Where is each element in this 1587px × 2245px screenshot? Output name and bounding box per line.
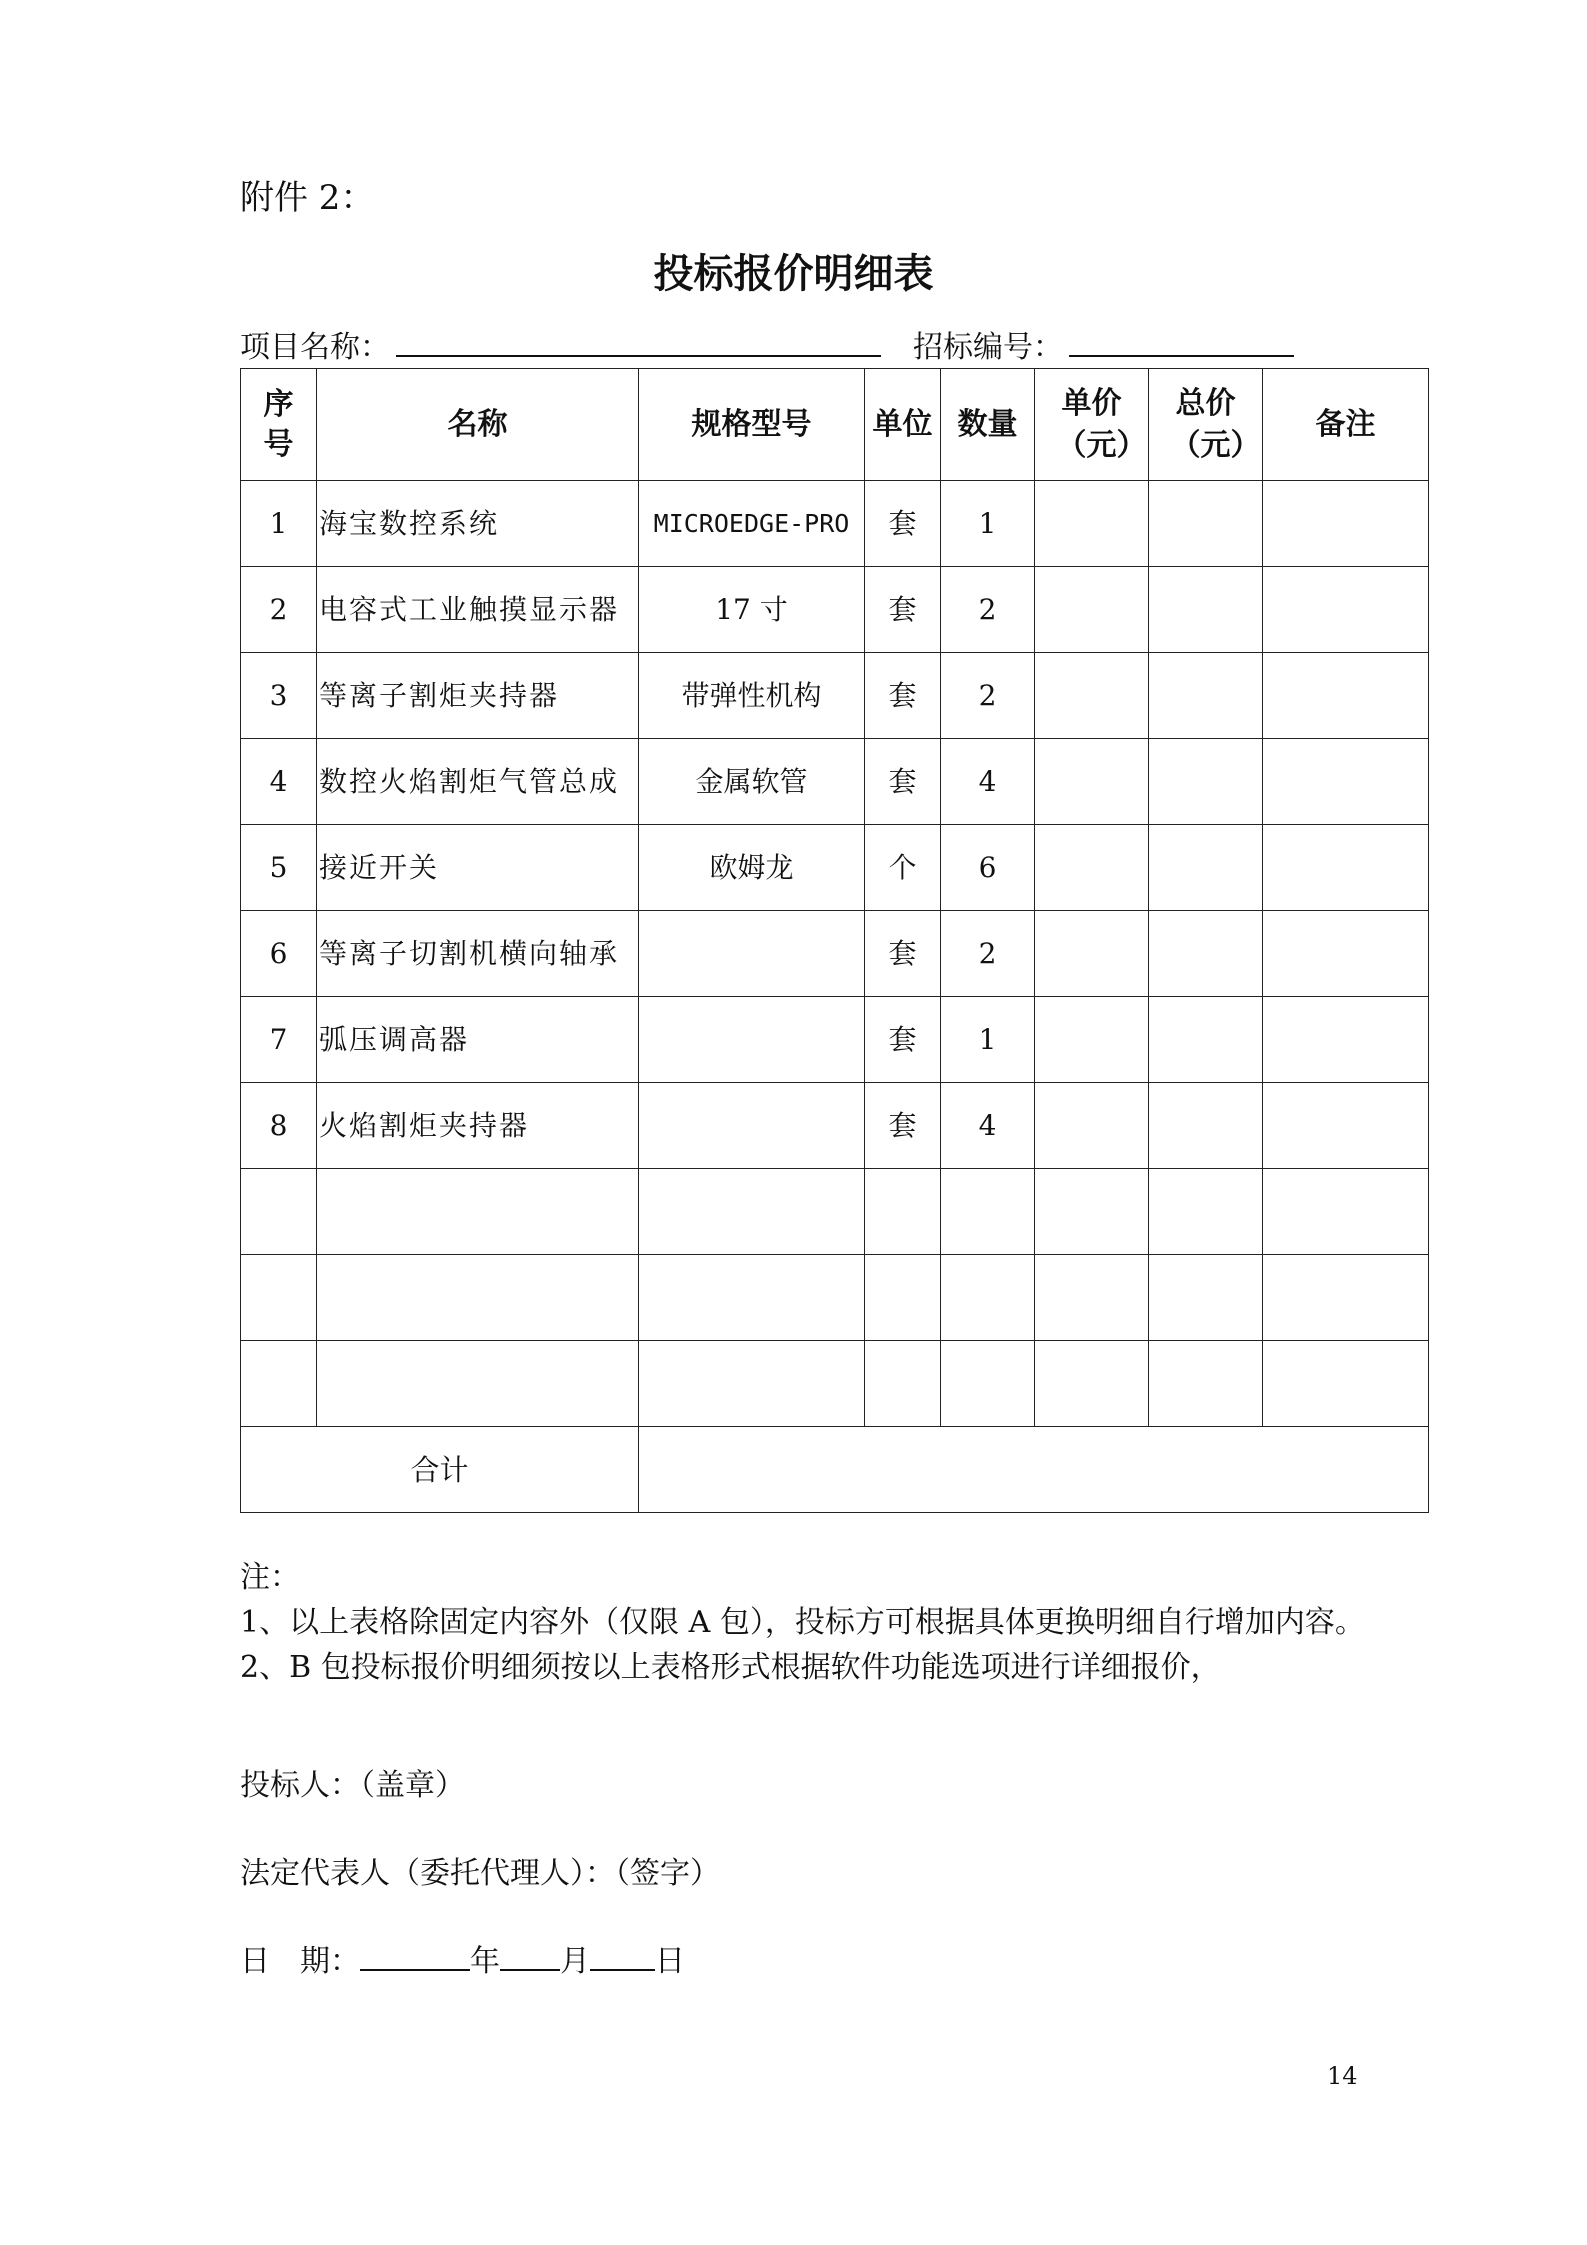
cell-total-price[interactable]	[1149, 739, 1263, 825]
cell-qty: 6	[941, 825, 1035, 911]
col-header-qty: 数量	[941, 369, 1035, 481]
col-header-seq: 序号	[241, 369, 317, 481]
cell-name[interactable]	[317, 1341, 639, 1427]
quote-table	[240, 368, 1429, 1513]
cell-name: 等离子割炬夹持器	[317, 653, 639, 739]
cell-total-price[interactable]	[1149, 1083, 1263, 1169]
day-label: 日	[655, 1944, 685, 1979]
cell-spec: 17 寸	[639, 567, 865, 653]
table-row	[241, 997, 1429, 1083]
cell-total-price[interactable]	[1149, 1341, 1263, 1427]
table-header-row	[241, 369, 1429, 481]
col-header-remark: 备注	[1263, 369, 1429, 481]
cell-unit-price[interactable]	[1035, 911, 1149, 997]
year-label: 年	[470, 1944, 500, 1979]
cell-qty: 4	[941, 1083, 1035, 1169]
table-row	[241, 739, 1429, 825]
cell-spec[interactable]	[639, 1169, 865, 1255]
cell-remark[interactable]	[1263, 1255, 1429, 1341]
cell-total-price[interactable]	[1149, 911, 1263, 997]
cell-remark[interactable]	[1263, 567, 1429, 653]
cell-unit-price[interactable]	[1035, 481, 1149, 567]
cell-remark[interactable]	[1263, 739, 1429, 825]
cell-remark[interactable]	[1263, 1341, 1429, 1427]
table-row-empty	[241, 1255, 1429, 1341]
cell-unit-price[interactable]	[1035, 997, 1149, 1083]
cell-unit-price[interactable]	[1035, 1341, 1149, 1427]
cell-remark[interactable]	[1263, 1169, 1429, 1255]
project-name-field[interactable]	[396, 327, 881, 357]
cell-unit: 套	[865, 567, 941, 653]
day-field[interactable]	[590, 1941, 655, 1971]
table-row-empty	[241, 1341, 1429, 1427]
cell-seq[interactable]	[241, 1169, 317, 1255]
cell-qty[interactable]	[941, 1341, 1035, 1427]
tender-number-label: 招标编号：	[913, 330, 1063, 365]
cell-seq: 1	[241, 481, 317, 567]
cell-seq: 3	[241, 653, 317, 739]
cell-seq[interactable]	[241, 1341, 317, 1427]
year-field[interactable]	[360, 1941, 470, 1971]
cell-unit-price[interactable]	[1035, 1169, 1149, 1255]
cell-remark[interactable]	[1263, 997, 1429, 1083]
attachment-label: 附件 2：	[240, 178, 375, 218]
cell-unit[interactable]	[865, 1169, 941, 1255]
notes-section	[240, 1555, 1390, 1690]
table-total-row	[241, 1427, 1429, 1513]
page-number: 14	[1327, 2062, 1358, 2090]
col-header-unit: 单位	[865, 369, 941, 481]
cell-unit: 个	[865, 825, 941, 911]
cell-unit: 套	[865, 997, 941, 1083]
col-header-total-price: 总价（元）	[1149, 369, 1263, 481]
cell-unit-price[interactable]	[1035, 1255, 1149, 1341]
cell-spec	[639, 911, 865, 997]
cell-spec: 欧姆龙	[639, 825, 865, 911]
cell-qty[interactable]	[941, 1255, 1035, 1341]
note-item-2: 2、B 包投标报价明细须按以上表格形式根据软件功能选项进行详细报价，	[240, 1650, 1221, 1685]
cell-total-price[interactable]	[1149, 481, 1263, 567]
cell-spec: MICROEDGE-PRO	[639, 481, 865, 567]
cell-unit[interactable]	[865, 1341, 941, 1427]
cell-name: 接近开关	[317, 825, 639, 911]
cell-spec	[639, 1083, 865, 1169]
cell-total-price[interactable]	[1149, 1169, 1263, 1255]
month-field[interactable]	[500, 1941, 560, 1971]
cell-name: 火焰割炬夹持器	[317, 1083, 639, 1169]
legal-rep-signature-line: 法定代表人（委托代理人）：（签字）	[240, 1856, 720, 1891]
cell-remark[interactable]	[1263, 825, 1429, 911]
cell-remark[interactable]	[1263, 911, 1429, 997]
table-row	[241, 567, 1429, 653]
table-row-empty	[241, 1169, 1429, 1255]
project-info-row	[240, 322, 1294, 366]
tender-number-field[interactable]	[1069, 327, 1294, 357]
cell-total-price[interactable]	[1149, 567, 1263, 653]
cell-spec: 金属软管	[639, 739, 865, 825]
cell-qty: 1	[941, 997, 1035, 1083]
table-row	[241, 911, 1429, 997]
cell-unit[interactable]	[865, 1255, 941, 1341]
cell-qty: 4	[941, 739, 1035, 825]
cell-name: 等离子切割机横向轴承	[317, 911, 639, 997]
cell-unit: 套	[865, 653, 941, 739]
cell-remark[interactable]	[1263, 653, 1429, 739]
cell-total-price[interactable]	[1149, 997, 1263, 1083]
cell-spec	[639, 997, 865, 1083]
cell-qty: 2	[941, 567, 1035, 653]
total-value-cell[interactable]	[639, 1427, 1429, 1513]
col-header-name: 名称	[317, 369, 639, 481]
date-line	[240, 1936, 685, 1980]
cell-qty: 2	[941, 653, 1035, 739]
project-name-label: 项目名称：	[240, 330, 390, 365]
cell-spec[interactable]	[639, 1255, 865, 1341]
bidder-signature-line: 投标人：（盖章）	[240, 1768, 465, 1803]
cell-unit-price[interactable]	[1035, 653, 1149, 739]
cell-unit-price[interactable]	[1035, 739, 1149, 825]
cell-unit-price[interactable]	[1035, 567, 1149, 653]
cell-spec: 带弹性机构	[639, 653, 865, 739]
table-row	[241, 1083, 1429, 1169]
col-header-unit-price: 单价（元）	[1035, 369, 1149, 481]
cell-total-price[interactable]	[1149, 1255, 1263, 1341]
cell-name: 弧压调高器	[317, 997, 639, 1083]
col-header-spec: 规格型号	[639, 369, 865, 481]
cell-seq[interactable]	[241, 1255, 317, 1341]
cell-name: 数控火焰割炬气管总成	[317, 739, 639, 825]
cell-qty: 1	[941, 481, 1035, 567]
cell-seq: 6	[241, 911, 317, 997]
note-item-1: 1、以上表格除固定内容外（仅限 A 包），投标方可根据具体更换明细自行增加内容。	[240, 1605, 1365, 1640]
cell-spec[interactable]	[639, 1341, 865, 1427]
cell-qty: 2	[941, 911, 1035, 997]
cell-unit: 套	[865, 1083, 941, 1169]
cell-total-price[interactable]	[1149, 825, 1263, 911]
table-row	[241, 653, 1429, 739]
cell-total-price[interactable]	[1149, 653, 1263, 739]
table-row	[241, 825, 1429, 911]
cell-unit: 套	[865, 481, 941, 567]
cell-unit-price[interactable]	[1035, 825, 1149, 911]
cell-unit: 套	[865, 739, 941, 825]
cell-seq: 5	[241, 825, 317, 911]
cell-remark[interactable]	[1263, 481, 1429, 567]
notes-heading: 注：	[240, 1560, 300, 1595]
cell-name: 海宝数控系统	[317, 481, 639, 567]
cell-unit: 套	[865, 911, 941, 997]
cell-seq: 4	[241, 739, 317, 825]
total-label: 合计	[241, 1427, 639, 1513]
cell-qty[interactable]	[941, 1169, 1035, 1255]
cell-name[interactable]	[317, 1255, 639, 1341]
month-label: 月	[560, 1944, 590, 1979]
cell-name[interactable]	[317, 1169, 639, 1255]
document-title: 投标报价明细表	[653, 250, 934, 297]
cell-seq: 8	[241, 1083, 317, 1169]
cell-unit-price[interactable]	[1035, 1083, 1149, 1169]
cell-seq: 2	[241, 567, 317, 653]
cell-remark[interactable]	[1263, 1083, 1429, 1169]
cell-name: 电容式工业触摸显示器	[317, 567, 639, 653]
date-label: 日 期：	[240, 1944, 360, 1979]
cell-seq: 7	[241, 997, 317, 1083]
table-row	[241, 481, 1429, 567]
